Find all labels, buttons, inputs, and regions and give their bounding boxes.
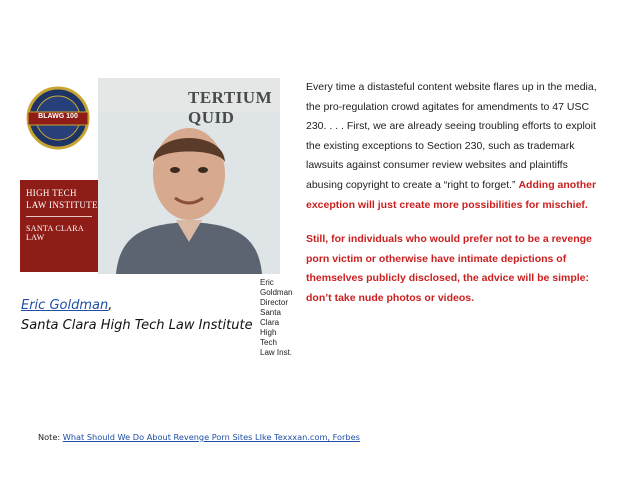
portrait-illustration xyxy=(98,112,280,274)
quote-block xyxy=(306,78,606,309)
institute-line1: HIGH TECH xyxy=(26,188,77,198)
quote-paragraph-2: Still, for individuals who would prefer not to be a revenge porn victim or otherwise have intimate depictions of themselves publicly disclosed, the advice will be simple: don’t take nude photos or videos. xyxy=(306,233,592,304)
author-name-link[interactable]: Eric Goldman xyxy=(21,298,109,313)
institute-logo xyxy=(20,180,98,272)
author-block xyxy=(21,296,253,336)
quote-text-1: Every time a distasteful content website flares up in the media, the pro-regulation crowd agitates for amendments to 47 USC 230. . . . First, we are already seeing troubling efforts to exploit the existing exceptions to Section 230, such as trademark lawsuits against consumer review websites and plaintiffs abusing copyright to create a “right to forget.” xyxy=(306,81,597,191)
brand-logo-text: TERTIUM QUID xyxy=(188,88,273,127)
caption-name: Eric Goldman xyxy=(260,278,293,297)
institute-line2: LAW INSTITUTE xyxy=(26,200,98,210)
badge-label: BLAWG 100 xyxy=(38,113,78,120)
badge-column xyxy=(20,78,98,274)
note-prefix: Note: xyxy=(38,432,63,442)
quote-paragraph-1 xyxy=(306,78,606,215)
brand-strip xyxy=(98,78,280,127)
institute-divider xyxy=(26,216,92,217)
source-link[interactable]: What Should We Do About Revenge Porn Sites LIke Texxxan.com, Forbes xyxy=(62,432,360,442)
photo-caption xyxy=(260,278,292,358)
caption-title: Director Santa Clara High Tech Law Inst. xyxy=(260,298,293,357)
source-note xyxy=(38,432,360,442)
author-affiliation: Santa Clara High Tech Law Institute xyxy=(21,318,253,333)
author-name-suffix: , xyxy=(108,298,113,313)
institute-line3: SANTA CLARA LAW xyxy=(26,224,84,242)
quote-highlight-1: Adding another exception will just create more possibilities for mischief. xyxy=(306,178,597,211)
author-name-line xyxy=(21,296,253,316)
